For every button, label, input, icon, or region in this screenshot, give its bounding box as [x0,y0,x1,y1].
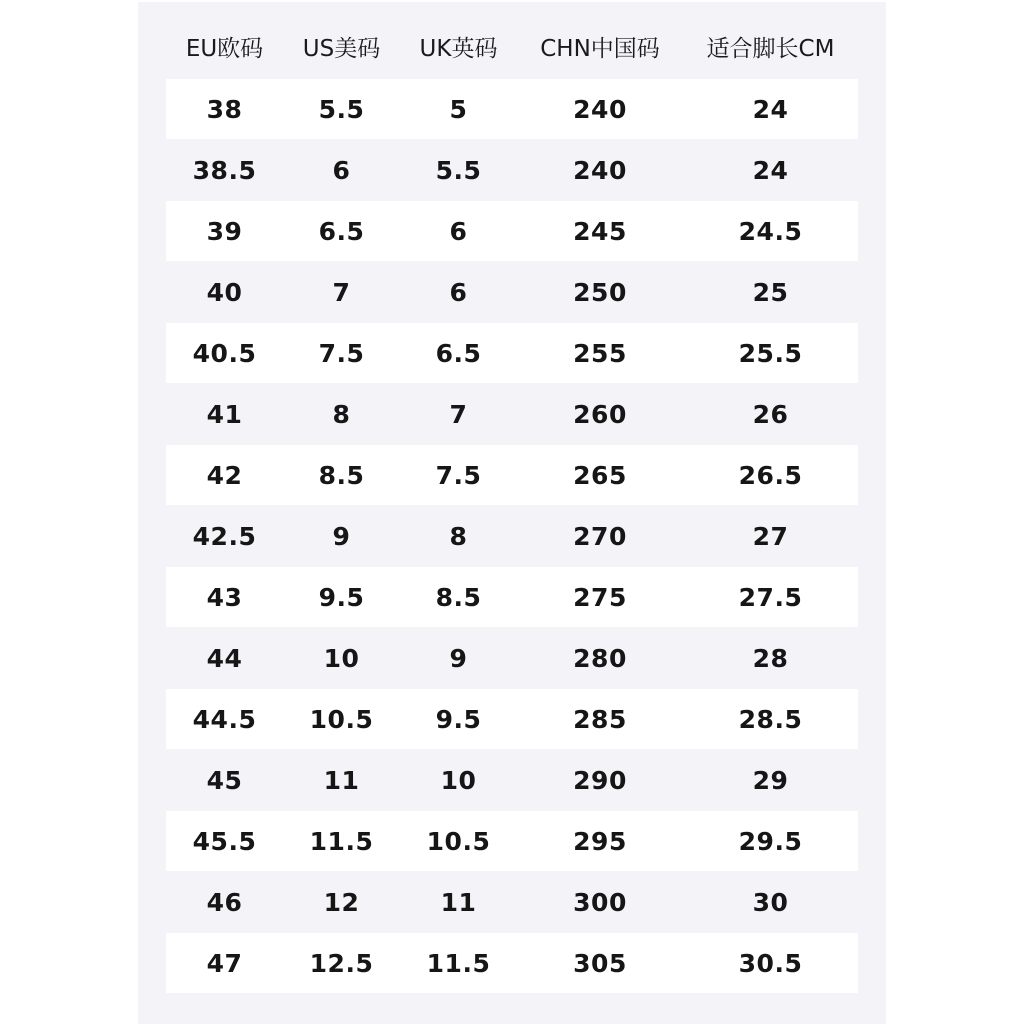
cell-us: 12 [323,888,360,917]
cell-us: 11.5 [309,827,374,856]
cell-foot-length: 29 [752,766,789,795]
cell-eu: 38 [206,95,243,124]
cell-foot-length: 24 [752,156,789,185]
cell-chn: 290 [573,766,627,795]
table-row [166,384,858,445]
header-foot-length: 适合脚长CM [706,36,835,62]
cell-chn: 280 [573,644,627,673]
cell-eu: 45 [206,766,243,795]
table-row [166,445,858,505]
cell-eu: 42.5 [192,522,257,551]
cell-us: 11 [323,766,360,795]
cell-foot-length: 26 [752,400,789,429]
table-row [166,933,858,993]
cell-uk: 6.5 [435,339,482,368]
cell-chn: 265 [573,461,627,490]
cell-eu: 40 [206,278,243,307]
cell-foot-length: 29.5 [738,827,803,856]
cell-us: 6 [332,156,351,185]
cell-us: 10 [323,644,360,673]
cell-us: 5.5 [318,95,365,124]
cell-uk: 8 [449,522,468,551]
header-chn: CHN中国码 [540,36,660,62]
size-chart-panel [138,2,886,1024]
cell-uk: 9.5 [435,705,482,734]
cell-eu: 44.5 [192,705,257,734]
table-row [166,750,858,811]
table-row [166,262,858,323]
cell-eu: 40.5 [192,339,257,368]
cell-chn: 275 [573,583,627,612]
cell-foot-length: 26.5 [738,461,803,490]
table-row [166,689,858,749]
cell-chn: 255 [573,339,627,368]
cell-eu: 45.5 [192,827,257,856]
cell-eu: 43 [206,583,243,612]
cell-us: 8.5 [318,461,365,490]
header-us: US美码 [302,36,381,62]
cell-uk: 6 [449,278,468,307]
cell-uk: 7.5 [435,461,482,490]
header-uk: UK英码 [419,36,498,62]
cell-uk: 7 [449,400,468,429]
cell-us: 7.5 [318,339,365,368]
cell-eu: 39 [206,217,243,246]
table-row [166,567,858,627]
cell-foot-length: 25 [752,278,789,307]
cell-foot-length: 24 [752,95,789,124]
cell-eu: 44 [206,644,243,673]
table-row [166,79,858,139]
cell-us: 8 [332,400,351,429]
cell-foot-length: 30 [752,888,789,917]
cell-uk: 10.5 [426,827,491,856]
table-row [166,811,858,871]
cell-eu: 47 [206,949,243,978]
cell-us: 10.5 [309,705,374,734]
table-row [166,323,858,383]
cell-us: 7 [332,278,351,307]
cell-chn: 240 [573,156,627,185]
cell-chn: 285 [573,705,627,734]
cell-foot-length: 27 [752,522,789,551]
cell-uk: 11.5 [426,949,491,978]
cell-uk: 8.5 [435,583,482,612]
cell-uk: 11 [440,888,477,917]
cell-chn: 270 [573,522,627,551]
table-row [166,506,858,567]
table-row [166,872,858,933]
cell-chn: 305 [573,949,627,978]
table-body [166,79,858,994]
cell-uk: 10 [440,766,477,795]
cell-foot-length: 28 [752,644,789,673]
cell-us: 6.5 [318,217,365,246]
cell-eu: 42 [206,461,243,490]
cell-uk: 5 [449,95,468,124]
cell-eu: 41 [206,400,243,429]
cell-foot-length: 24.5 [738,217,803,246]
cell-us: 9 [332,522,351,551]
cell-us: 9.5 [318,583,365,612]
cell-chn: 240 [573,95,627,124]
cell-foot-length: 30.5 [738,949,803,978]
cell-chn: 300 [573,888,627,917]
cell-uk: 5.5 [435,156,482,185]
cell-chn: 260 [573,400,627,429]
header-eu: EU欧码 [185,36,264,62]
cell-uk: 9 [449,644,468,673]
cell-eu: 46 [206,888,243,917]
cell-chn: 245 [573,217,627,246]
table-row [166,201,858,261]
cell-eu: 38.5 [192,156,257,185]
table-row [166,140,858,201]
cell-chn: 295 [573,827,627,856]
cell-foot-length: 28.5 [738,705,803,734]
table-header [138,20,886,78]
cell-us: 12.5 [309,949,374,978]
cell-foot-length: 25.5 [738,339,803,368]
table-row [166,628,858,689]
cell-chn: 250 [573,278,627,307]
cell-foot-length: 27.5 [738,583,803,612]
cell-uk: 6 [449,217,468,246]
